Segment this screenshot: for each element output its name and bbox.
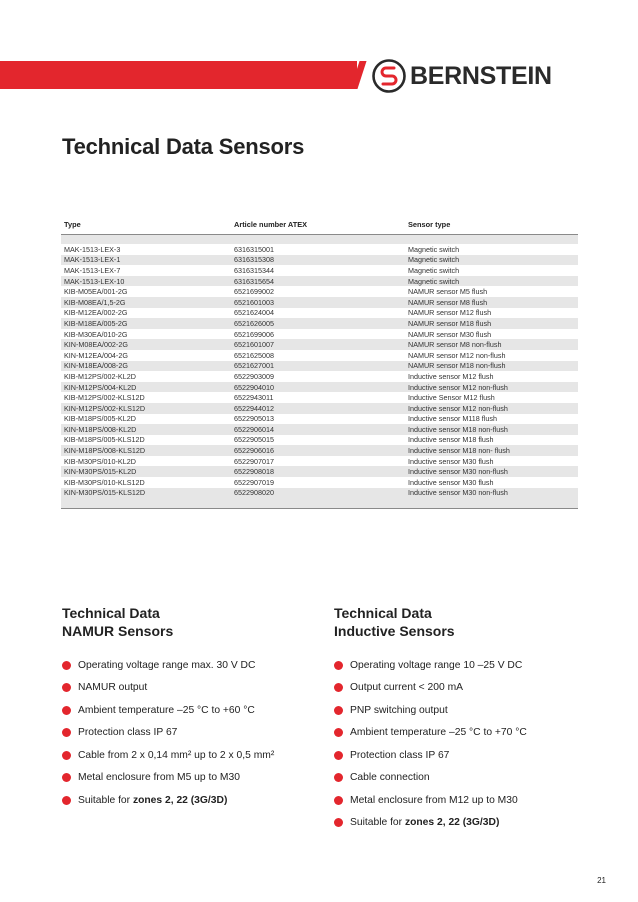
cell-type: MAK-1513-LEX-3 [64, 244, 121, 254]
bullet-item [334, 789, 594, 812]
cell-sensor-type: Inductive sensor M30 non-flush [408, 488, 508, 498]
cell-type: KIB-M30PS/010-KL2D [64, 456, 136, 466]
cell-article-number: 6316315001 [234, 244, 274, 254]
bullet-text: Metal enclosure from M12 up to M30 [350, 794, 518, 806]
cell-sensor-type: NAMUR sensor M30 flush [408, 329, 492, 339]
bullet-dot-icon [62, 661, 71, 670]
inductive-list [334, 654, 594, 834]
cell-article-number: 6521601007 [234, 340, 274, 350]
cell-type: KIN-M12PS/002-KLS12D [64, 403, 146, 413]
cell-article-number: 6522907017 [234, 456, 274, 466]
bullet-item [334, 654, 594, 677]
cell-sensor-type: Inductive sensor M18 non- flush [408, 446, 510, 456]
page-title: Technical Data Sensors [62, 134, 305, 159]
cell-article-number: 6522903009 [234, 371, 274, 381]
cell-sensor-type: NAMUR sensor M8 non-flush [408, 340, 502, 350]
brand-name: BERNSTEIN [410, 61, 552, 90]
bullet-item-suitable [62, 789, 322, 812]
cell-article-number: 6521627001 [234, 361, 274, 371]
table-row [61, 308, 578, 319]
cell-type: KIB-M18PS/005-KL2D [64, 414, 136, 424]
cell-sensor-type: Inductive sensor M118 flush [408, 414, 497, 424]
cell-sensor-type: Inductive sensor M12 flush [408, 371, 494, 381]
table-header [61, 214, 578, 234]
table-body [61, 244, 578, 498]
bullet-text: Cable from 2 x 0,14 mm² up to 2 x 0,5 mm² [78, 749, 275, 761]
bullet-dot-icon [334, 728, 343, 737]
bullet-item-suitable [334, 812, 594, 835]
cell-sensor-type: NAMUR sensor M5 flush [408, 287, 488, 297]
bullet-dot-icon [334, 661, 343, 670]
namur-title-line1: Technical Data [62, 605, 160, 621]
bernstein-logo-icon [372, 59, 406, 93]
cell-type: KIB-M18EA/005-2G [64, 318, 128, 328]
table-row [61, 297, 578, 308]
bullet-text: Ambient temperature –25 °C to +60 °C [78, 704, 255, 716]
bullet-dot-icon [334, 751, 343, 760]
namur-section [62, 604, 322, 812]
inductive-section [334, 604, 594, 834]
bullet-item [334, 677, 594, 700]
cell-sensor-type: Inductive sensor M30 flush [408, 456, 494, 466]
bullet-dot-icon [334, 796, 343, 805]
bullet-item [62, 744, 322, 767]
page-number: 21 [597, 876, 606, 885]
table-row [61, 414, 578, 425]
cell-sensor-type: NAMUR sensor M18 non-flush [408, 361, 506, 371]
cell-article-number: 6522905015 [234, 435, 274, 445]
bullet-text: Metal enclosure from M5 up to M30 [78, 772, 240, 784]
bullet-dot-icon [334, 773, 343, 782]
cell-article-number: 6522908018 [234, 467, 274, 477]
cell-article-number: 6316315308 [234, 255, 274, 265]
cell-type: KIN-M18EA/008-2G [64, 361, 128, 371]
suitable-prefix: Suitable for [350, 817, 405, 829]
bullet-dot-icon [62, 773, 71, 782]
bullet-text: Protection class IP 67 [78, 727, 178, 739]
bullet-dot-icon [334, 706, 343, 715]
bullet-text: PNP switching output [350, 704, 448, 716]
bullet-text: Protection class IP 67 [350, 749, 450, 761]
table-row [61, 350, 578, 361]
table-row [61, 488, 578, 499]
bullet-item [334, 744, 594, 767]
table-row [61, 435, 578, 446]
bullet-text: Cable connection [350, 772, 430, 784]
cell-article-number: 6521625008 [234, 350, 274, 360]
cell-article-number: 6522904010 [234, 382, 274, 392]
cell-sensor-type: NAMUR sensor M12 non-flush [408, 350, 506, 360]
bullet-dot-icon [62, 751, 71, 760]
cell-sensor-type: Inductive sensor M12 non-flush [408, 403, 508, 413]
cell-type: KIB-M12PS/002-KL2D [64, 371, 136, 381]
cell-sensor-type: NAMUR sensor M8 flush [408, 297, 488, 307]
cell-type: KIN-M12PS/004-KL2D [64, 382, 137, 392]
bullet-dot-icon [62, 728, 71, 737]
table-row [61, 382, 578, 393]
cell-article-number: 6521624004 [234, 308, 274, 318]
table-row [61, 466, 578, 477]
cell-article-number: 6522907019 [234, 477, 274, 487]
cell-article-number: 6521699002 [234, 287, 274, 297]
cell-type: MAK-1513-LEX-1 [64, 255, 121, 265]
cell-article-number: 6521601003 [234, 297, 274, 307]
cell-type: KIN-M30PS/015-KL2D [64, 467, 137, 477]
sensor-table [61, 214, 578, 509]
cell-article-number: 6316315654 [234, 276, 274, 286]
bullet-dot-icon [62, 796, 71, 805]
cell-sensor-type: Magnetic switch [408, 276, 460, 286]
cell-sensor-type: Inductive sensor M18 non-flush [408, 424, 508, 434]
cell-type: KIB-M08EA/1,5-2G [64, 297, 126, 307]
cell-type: KIN-M08EA/002-2G [64, 340, 128, 350]
inductive-title-line2: Inductive Sensors [334, 623, 455, 639]
table-rule-bottom [61, 508, 578, 509]
table-row [61, 244, 578, 255]
bullet-item [62, 699, 322, 722]
bullet-text: Ambient temperature –25 °C to +70 °C [350, 727, 527, 739]
cell-type: KIB-M05EA/001-2G [64, 287, 128, 297]
bullet-text [78, 795, 227, 806]
cell-sensor-type: NAMUR sensor M12 flush [408, 308, 492, 318]
cell-article-number: 6522943011 [234, 393, 274, 403]
cell-type: MAK-1513-LEX-10 [64, 276, 125, 286]
cell-type: KIN-M18PS/008-KL2D [64, 424, 137, 434]
table-row [61, 339, 578, 350]
cell-type: MAK-1513-LEX-7 [64, 265, 121, 275]
cell-type: KIB-M30EA/010-2G [64, 329, 128, 339]
table-row [61, 318, 578, 329]
table-row [61, 329, 578, 340]
table-row [61, 392, 578, 403]
cell-type: KIN-M30PS/015-KLS12D [64, 488, 146, 498]
cell-sensor-type: Magnetic switch [408, 255, 460, 265]
cell-type: KIB-M12EA/002-2G [64, 308, 128, 318]
cell-type: KIN-M12EA/004-2G [64, 350, 128, 360]
cell-article-number: 6522906014 [234, 424, 274, 434]
namur-list [62, 654, 322, 812]
bullet-dot-icon [62, 683, 71, 692]
header-sensor-type: Sensor type [408, 219, 451, 229]
table-row [61, 456, 578, 467]
cell-article-number: 6522908020 [234, 488, 274, 498]
cell-article-number: 6522944012 [234, 403, 274, 413]
cell-article-number: 6521699006 [234, 329, 274, 339]
cell-sensor-type: Inductive Sensor M12 flush [408, 393, 495, 403]
cell-type: KIB-M30PS/010-KLS12D [64, 477, 145, 487]
cell-sensor-type: NAMUR sensor M18 flush [408, 318, 492, 328]
bullet-item [62, 654, 322, 677]
cell-sensor-type: Inductive sensor M18 flush [408, 435, 494, 445]
table-row [61, 361, 578, 372]
bullet-dot-icon [334, 683, 343, 692]
table-row [61, 255, 578, 266]
table-row [61, 286, 578, 297]
bullet-item [62, 722, 322, 745]
namur-title-line2: NAMUR Sensors [62, 623, 174, 639]
suitable-prefix: Suitable for [78, 794, 133, 806]
bullet-text: NAMUR output [78, 682, 148, 694]
table-row [61, 265, 578, 276]
bullet-item [334, 722, 594, 745]
table-gap [61, 235, 578, 244]
suitable-zones: zones 2, 22 (3G/3D) [404, 817, 500, 829]
table-row [61, 403, 578, 414]
table-row [61, 424, 578, 435]
table-row [61, 477, 578, 488]
cell-sensor-type: Magnetic switch [408, 265, 460, 275]
bullet-item [62, 767, 322, 790]
cell-sensor-type: Inductive sensor M12 non-flush [408, 382, 508, 392]
table-row [61, 276, 578, 287]
bullet-dot-icon [334, 818, 343, 827]
bullet-item [334, 767, 594, 790]
cell-article-number: 6521626005 [234, 318, 274, 328]
cell-sensor-type: Inductive sensor M30 flush [408, 477, 494, 487]
bernstein-logo [372, 58, 552, 94]
inductive-title-line1: Technical Data [334, 605, 432, 621]
cell-article-number: 6316315344 [234, 265, 274, 275]
cell-type: KIN-M18PS/008-KLS12D [64, 446, 146, 456]
cell-type: KIB-M18PS/005-KLS12D [64, 435, 145, 445]
cell-type: KIB-M12PS/002-KLS12D [64, 393, 145, 403]
cell-sensor-type: Inductive sensor M30 non-flush [408, 467, 508, 477]
bullet-text: Operating voltage range max. 30 V DC [78, 659, 256, 671]
cell-article-number: 6522905013 [234, 414, 274, 424]
header-article-number: Article number ATEX [234, 219, 308, 229]
cell-sensor-type: Magnetic switch [408, 244, 460, 254]
bullet-dot-icon [62, 706, 71, 715]
table-row [61, 445, 578, 456]
bullet-text: Operating voltage range 10 –25 V DC [350, 659, 523, 671]
bullet-item [62, 677, 322, 700]
table-row [61, 371, 578, 382]
bullet-text [350, 817, 499, 828]
table-tail [61, 498, 578, 508]
bullet-text: Output current < 200 mA [350, 682, 464, 694]
bullet-item [334, 699, 594, 722]
header-red-band [0, 61, 357, 89]
header-type: Type [64, 219, 81, 229]
suitable-zones: zones 2, 22 (3G/3D) [132, 794, 228, 806]
cell-article-number: 6522906016 [234, 446, 274, 456]
